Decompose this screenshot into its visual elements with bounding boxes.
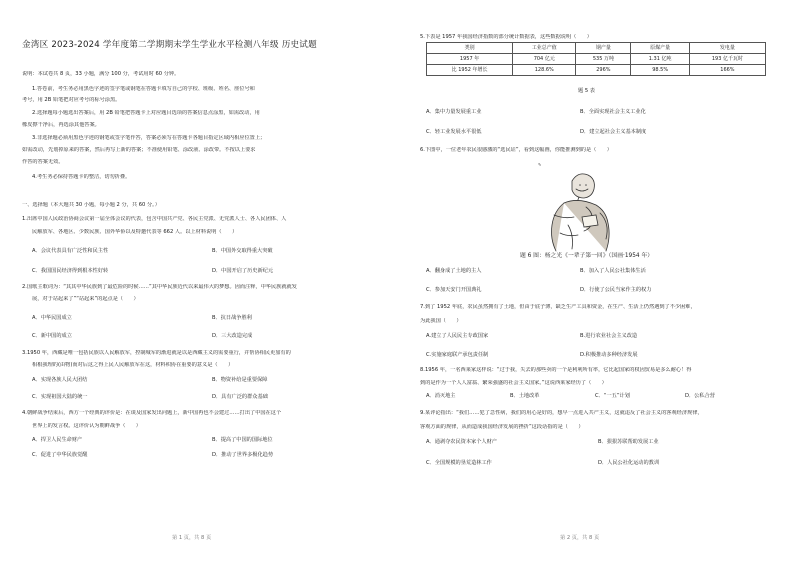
instruction-3b: 如需改动，先划掉原来的答案，然后再写上新的答案；不准使用铅笔、涂改液、涂改带。不按以上要求: [22, 147, 256, 153]
q2-option-a[interactable]: A．中华民国成立: [32, 315, 72, 321]
q2-stem-line2: 展，对于站起来了”“站起来”的起点是（ ）: [32, 296, 139, 302]
q3-option-a[interactable]: A．实现各族人民大团结: [32, 377, 88, 383]
instruction-1b: 考号，用 2B 铅笔把对应考号的标号涂黑。: [22, 97, 121, 103]
section-heading: 一、选择题（本大题共 30 小题，每小题 2 分，共 60 分。）: [22, 202, 160, 208]
q6-option-a[interactable]: A．翻身成了土地的主人: [426, 268, 482, 274]
q4-option-c[interactable]: C．促进了中华民族觉醒: [32, 452, 88, 458]
q5-option-a[interactable]: A．集中力量发展重工业: [426, 109, 482, 115]
page-number-right: 第 2 页，共 8 页: [560, 535, 600, 541]
q7-option-d[interactable]: D.积极推动多种经济发展: [580, 352, 638, 358]
table-header-cell: 发电量: [689, 43, 765, 54]
table-header-cell: 类别: [427, 43, 513, 54]
instructions-header: 说明：本试卷共 8 页，33 小题，满分 100 分，考试用时 60 分钟。: [22, 71, 180, 77]
q1-option-b[interactable]: B．中国外交取得重大突破: [212, 248, 273, 254]
q6-painting-illustration: [524, 155, 664, 253]
q7-stem-line2: 为此我国（ ）: [420, 318, 462, 324]
table-header-cell: 工业总产值: [513, 43, 576, 54]
table-row: [427, 65, 766, 76]
q8-option-a[interactable]: A．消灭地主: [426, 393, 456, 399]
table-cell: 128.6%: [513, 65, 576, 76]
instruction-4: 4.考生务必保持答题卡的整洁，切勿折叠。: [32, 174, 131, 180]
q3-stem-line2: 相根我理的(由物)而对后这之得上民人民解放军在这，材料积协在重要的意义是（ ）: [32, 362, 234, 368]
table-row: [427, 54, 766, 65]
table-cell: 296%: [576, 65, 631, 76]
q5-option-d[interactable]: D．建立起社会主义基本制度: [580, 129, 647, 135]
instruction-3c: 作答的答案无效。: [22, 159, 64, 165]
q3-option-b[interactable]: B．物资补给是重要保障: [212, 377, 268, 383]
q1-stem-line1: 1.出席中国人民政治协商会议第一届全体会议的代表，包含中国共产党、各民主党派、无党派人士、各人民团体、人: [22, 216, 287, 222]
q4-option-b[interactable]: B．提高了中国的国际地位: [212, 437, 273, 443]
painting-signature-mark: ✎: [538, 162, 542, 167]
q4-option-a[interactable]: A．捍卫人民生命财产: [32, 437, 83, 443]
q2-option-d[interactable]: D．三大改造完成: [212, 333, 253, 339]
q8-stem-line2: 到的是作为一个人人富翁、繁荣强盛的社会主义国家。”这说西莱家经历了（ ）: [420, 380, 607, 386]
q8-option-d[interactable]: D．公私合营: [685, 393, 715, 399]
table-header-cell: 原煤产量: [631, 43, 689, 54]
q3-stem-line1: 3.1950 年，西藏是唯一包括民族以人民解放军，控制城军的渐进就是以是西藏主义的需要重行，并帮协相民更加有的: [22, 350, 291, 356]
q4-stem-line2: 世界上的发言权。这评价认为朝鲜战争（ ）: [32, 423, 141, 429]
table-cell: 98.5%: [631, 65, 689, 76]
table-cell: 193 亿千瓦时: [689, 54, 765, 65]
table-cell: 1957 年: [427, 54, 513, 65]
instruction-1a: 1.答卷前，考生务必用黑色字迹的签字笔或钢笔在答题卡填写自己的学校、班级、姓名、座位号和: [32, 86, 255, 92]
q5-option-c[interactable]: C．轻工业发展水平很低: [426, 129, 482, 135]
q9-option-c[interactable]: C．全国规模的垦荒造林工作: [426, 460, 492, 466]
instruction-3a: 3.非选择题必须用黑色字迹的钢笔或签字笔作答，答案必须写在答题卡各题目指定区域内相应位置上；: [32, 135, 266, 141]
q2-option-c[interactable]: C．新中国的成立: [32, 333, 72, 339]
q9-option-a[interactable]: A．通剥夺农民资本家个人财产: [426, 439, 497, 445]
q1-option-c[interactable]: C．我国国民经济得到根本性好转: [32, 268, 109, 274]
q6-option-c[interactable]: C．参加天安门开国典礼: [426, 287, 482, 293]
q5-stem: 5.下表是 1957 年我国经济指数的部分统计数据表，这些数据说明（ ）: [420, 34, 592, 40]
table-cell: 704 亿元: [513, 54, 576, 65]
q9-stem-line2: 客观方面的规律，从而造成我国经济发展的挫折”这段话指的是（ ）: [420, 424, 584, 430]
q7-stem-line1: 7.到了 1952 年底，农民虽然拥有了土地，但由于底子薄，缺乏生产工具和资金，在生产、生活上仍然遇到了不少困难，: [420, 304, 696, 310]
q5-table-caption: 题 5 表: [578, 88, 595, 94]
table-cell: 1.31 亿吨: [631, 54, 689, 65]
page-number-left: 第 1 页，共 8 页: [172, 535, 212, 541]
q1-stem-line2: 民解放军、各地区、少数民族、国外华侨以及特邀代表等 662 人。以上材料说明（ ）: [32, 229, 238, 235]
q2-option-b[interactable]: B．抗日战争胜利: [212, 315, 252, 321]
q7-option-a[interactable]: A.建立了人民民主专政国家: [426, 333, 489, 339]
q6-option-b[interactable]: B．加入了人民公社集体生活: [580, 268, 646, 274]
q9-option-b[interactable]: B．狠狠苏联帮助发展工业: [598, 439, 659, 445]
q2-stem-line1: 2.国歌主歌词为：“其其中华民族到了最危险的时候……”其中华民族近代以来最伟大的梦想。因而注释，中华民族就就发: [22, 284, 297, 290]
q1-option-a[interactable]: A．会议代表具有广泛性和民主性: [32, 248, 109, 254]
q7-option-c[interactable]: C.实施家庭联产承包责任制: [426, 352, 489, 358]
q6-figure-caption: 题 6 图：杨之光《一辈子第一回》（国画·1954 年）: [520, 253, 654, 259]
exam-title: 金湾区 2023-2024 学年度第二学期期末学生学业水平检测八年级 历史试题: [22, 40, 317, 50]
instruction-2b: 橡皮擦干净后，再选涂其他答案。: [22, 122, 100, 128]
q6-option-d[interactable]: D．行使了公民当家作主的权力: [580, 287, 652, 293]
q8-option-b[interactable]: B．土地改革: [510, 393, 540, 399]
q4-stem-line1: 4.朝鲜战争结束后，西方一个经典的评价是：在谈及国家发出问题上，新中国再也不会建过……打出了中国在这个: [22, 410, 282, 416]
q3-option-d[interactable]: D．具有广泛的群众基础: [212, 394, 268, 400]
table-header-row: [427, 43, 766, 54]
q9-stem-line1: 9.某评论指出：“我们……犯了急性病，我们的用心是好的，想早一点进入共产主义，这就违反了社会主义的客观经济规律，: [420, 410, 703, 416]
q9-option-d[interactable]: D．人民公社化运动的教训: [598, 460, 660, 466]
q4-option-d[interactable]: D．推动了世界多极化趋势: [212, 452, 274, 458]
q8-option-c[interactable]: C．“一五”计划: [595, 393, 630, 399]
q8-stem-line1: 8.1956 年，一名西莱家这样说：“过于我，失去的那些卖的一个是利利所有率，它比起国家的权因贸易是多么耐心！得: [420, 367, 692, 373]
q6-stem: 6.下图中，一位老年农民很感激的“选民证”，看到这幅画，你能推测到的是（ ）: [420, 147, 612, 153]
q1-option-d[interactable]: D．中国开启了历史新纪元: [212, 268, 274, 274]
instruction-2a: 2.选择题每小题选出答案后，用 2B 铅笔把答题卡上对应题目选项的答案信息点涂黑，如需改动，用: [32, 110, 260, 116]
table-cell: 比 1952 年增长: [427, 65, 513, 76]
q5-data-table: [426, 42, 766, 76]
table-cell: 166%: [689, 65, 765, 76]
q5-option-b[interactable]: B．全面实现社会主义工业化: [580, 109, 646, 115]
q7-option-b[interactable]: B.进行农业社会主义改造: [580, 333, 638, 339]
table-header-cell: 钢产量: [576, 43, 631, 54]
q3-option-c[interactable]: C．实现祖国大陆的统一: [32, 394, 88, 400]
table-cell: 535 万吨: [576, 54, 631, 65]
